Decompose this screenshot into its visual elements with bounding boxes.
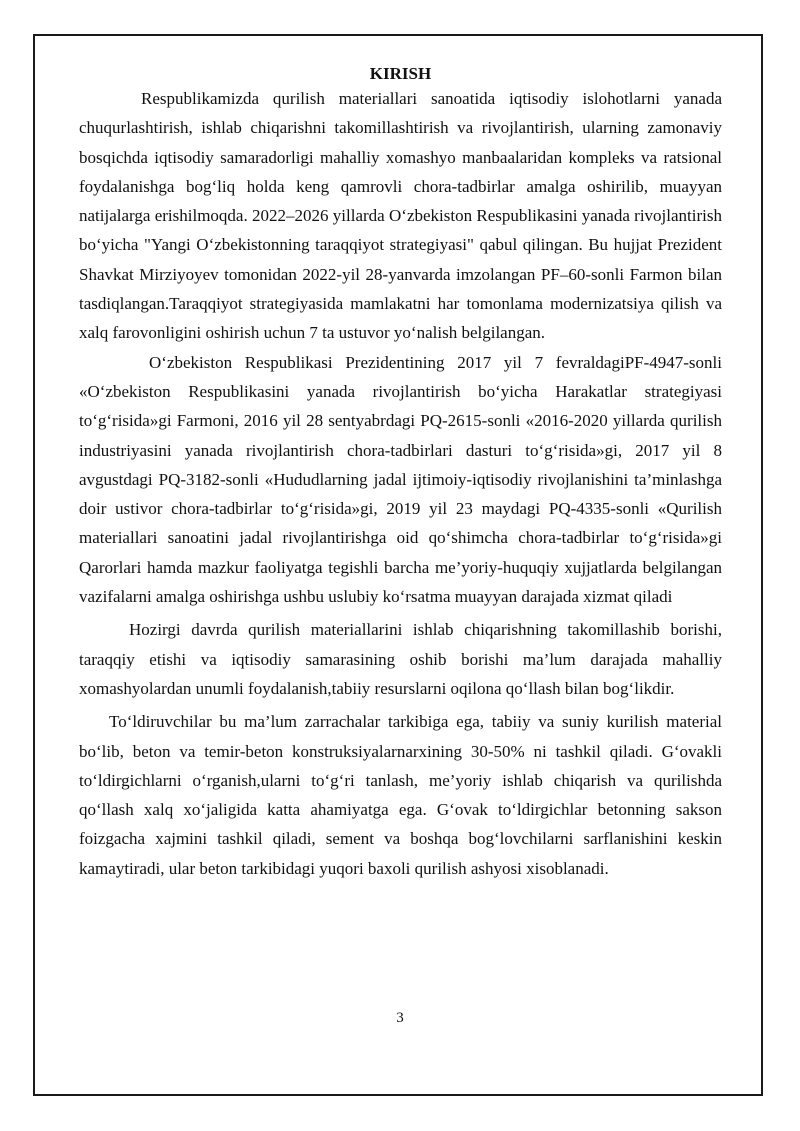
paragraph-3: Hozirgi davrda qurilish materiallarini ishlab chiqarishning takomillashib borishi, taraqqiy etishi va iqtisodiy samarasining oshib borishi ma’lum darajada mahalliy xomashyolardan unumli foydalanish,tabiiy resurslarni oqilona qo‘llash bilan bog‘likdir. [79, 620, 722, 698]
document-body [79, 64, 722, 883]
page-border [33, 34, 763, 1096]
paragraph-1: Respublikamizda qurilish materiallari sanoatida iqtisodiy islohotlarni yanada chuqurlashtirish, ishlab chiqarishni takomillashtirish va rivojlantirish, ularning zamonaviy bosqichda iqtisodiy samaradorligi mahalliy xomashyo manbaalaridan kompleks va ratsional foydalanishga bog‘liq holda keng qamrovli chora-tadbirlar amalga oshirilib, muayyan natijalarga erishilmoqda. 2022–2026 yillarda O‘zbekiston Respublikasini yanada rivojlantirish bo‘yicha "Yangi O‘zbekistonning taraqqiyot strategiyasi" qabul qilingan. Bu hujjat Prezident Shavkat Mirziyoyev tomonidan 2022-yil 28-yanvarda imzolangan PF–60-sonli Farmon bilan tasdiqlangan.Taraqqiyot strategiyasida mamlakatni har tomonlama modernizatsiya qilish va xalq farovonligini oshirish uchun 7 ta ustuvor yo‘nalish belgilangan. [79, 89, 722, 343]
section-title: KIRISH [369, 64, 432, 83]
paragraph-4: To‘ldiruvchilar bu ma’lum zarrachalar tarkibiga ega, tabiiy va suniy kurilish material bo‘lib, beton va temir-beton konstruksiyalarnarxining 30-50% ni tashkil qiladi. G‘ovakli to‘ldirgichlarni o‘rganish,ularni to‘g‘ri tanlash, me’yoriy ishlab chiqarish va qurilishda qo‘llash xalq xo‘jaligida katta ahamiyatga ega. G‘ovak to‘ldirgichlar betonning sakson foizgacha xajmini tashkil qiladi, sement va boshqa bog‘lovchilarni sarflanishini keskin kamaytiradi, ular beton tarkibidagi yuqori baxoli qurilish ashyosi xisoblanadi. [79, 712, 722, 878]
page-number: 3 [396, 1010, 404, 1026]
paragraph-2: O‘zbekiston Respublikasi Prezidentining 2017 yil 7 fevraldagiPF-4947-sonli «O‘zbekiston Respublikasini yanada rivojlantirish bo‘yicha Harakatlar strategiyasi to‘g‘risida»gi Farmoni, 2016 yil 28 sentyabrdagi PQ-2615-sonli «2016-2020 yillarda qurilish industriyasini yanada rivojlantirish chora-tadbirlari dasturi to‘g‘risida»gi, 2017 yil 8 avgustdagi PQ-3182-sonli «Hududlarning jadal ijtimoiy-iqtisodiy rivojlanishini ta’minlashga doir ustivor chora-tadbirlar to‘g‘risida»gi, 2019 yil 23 maydagi PQ-4335-sonli «Qurilish materiallari sanoatini jadal rivojlantirishga oid qo‘shimcha chora-tadbirlar to‘g‘risida»gi Qarorlari hamda mazkur faoliyatga tegishli barcha me’yoriy-huquqiy xujjatlarda belgilangan vazifalarni amalga oshirishga ushbu uslubiy ko‘rsatma muayyan darajada xizmat qiladi [79, 352, 722, 607]
